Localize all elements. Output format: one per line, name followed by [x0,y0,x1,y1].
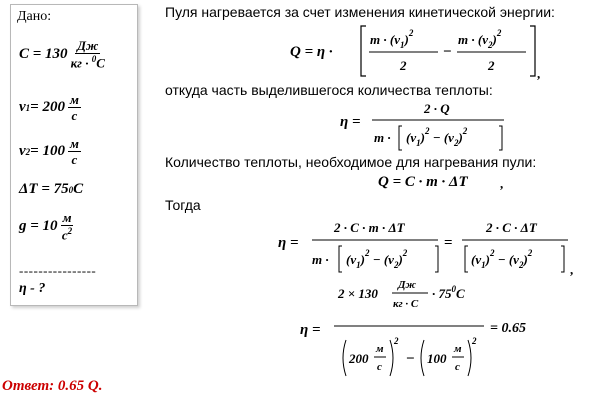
eq4-den1-a: m · [312,252,329,267]
eq1-term1-den: 2 [400,58,407,73]
given-c-unit-den [71,54,105,69]
given-v1-unit-num: м [69,92,79,107]
eq4-equals: = [444,235,453,251]
eq1-term2-num: $m \cdot (v_2)^2$ [458,28,502,50]
eq5-den-minus: − [406,351,415,367]
given-find: η - ? [19,281,46,296]
eq4-den1-left-bracket [339,246,342,272]
eq5-den-paren1-left [343,340,346,376]
eq5-num-unit-den: кг · C [393,298,419,310]
solution-line-1: Пуля нагревается за счет изменения кинетической энергии: [165,4,555,20]
eq3-text: Q = C · m · ΔT [378,174,468,190]
given-v2-symbol: v [19,143,26,159]
given-v2-unit [68,137,81,166]
answer-text: Ответ: 0.65 Q. [2,378,103,394]
eq1-left-bracket [361,26,366,76]
eq1-term2-den: 2 [488,58,495,73]
given-v1-sub: 1 [25,102,31,113]
eq3-trail: , [500,176,504,191]
eq4-trail: , [570,262,574,277]
solution-line-4: Тогда [165,197,201,213]
given-c [19,39,105,69]
eq1-right-bracket [530,26,535,76]
given-c-unit [71,39,105,69]
eq4-num2: 2 · C · ΔT [486,220,537,235]
given-g-unit [61,211,74,241]
eq5-num-a: 2 × 130 [338,286,378,301]
eq1-trail: , [537,66,541,81]
equation-efficiency-numeric [300,276,590,384]
eq4-den1-expr: $(v_1)^2 - (v_2)^2$ [346,248,408,270]
given-v1-unit-den: с [71,108,78,123]
given-separator: ---------------- [19,263,97,278]
given-header: Дано: [17,9,52,24]
eq5-den-a: 200 [349,351,369,366]
given-panel [10,4,138,306]
given-dt-sup: 0 [68,184,74,195]
given-dt [19,181,83,198]
eq5-den-paren2-right [468,340,471,376]
given-g-unit-den-sup: 2 [67,226,73,236]
equation-heat-energy [290,20,550,82]
eq4-den2-right-bracket [561,246,564,272]
eq5-den-paren1-right [390,340,393,376]
given-v2-unit-den: с [71,152,78,167]
eq4-den2-expr: $(v_1)^2 - (v_2)^2$ [471,248,533,270]
eq5-den-paren2-left [421,340,424,376]
given-v1-unit [68,93,81,122]
eq2-den-left-bracket [399,126,402,150]
eq1-term1-num: $m \cdot (v_1)^2$ [370,28,414,50]
given-c-unit-den-text: кг · [70,55,92,71]
eq5-result: = 0.65 [490,321,526,336]
eq5-den-sup1: 2 [394,336,399,346]
given-g-unit-den-text: с [61,227,68,243]
given-c-unit-den-c: C [96,55,105,71]
eq5-den-b: 100 [427,351,447,366]
eq5-num-unit-num: Дж [398,279,416,291]
given-g-unit-den [62,226,72,241]
eq5-lhs: η = [300,322,321,338]
given-v2-sub: 2 [25,146,31,157]
given-v2-value: = 100 [30,143,65,159]
eq5-den-unit2-num: м [454,343,462,355]
eq2-num: 2 · Q [424,101,450,116]
given-dt-value: ΔT = 75 [19,181,69,197]
eq4-den1-right-bracket [435,246,438,272]
solution-line-3: Количество теплоты, необходимое для нагревания пули: [165,154,537,170]
equation-efficiency-expanded [278,214,588,278]
eq4-den2-left-bracket [465,246,468,272]
given-v2 [19,137,81,166]
given-dt-unit: C [73,181,84,197]
given-g-unit-num: м [62,210,72,225]
given-g-value: g = 10 [19,217,58,234]
solution-line-2: откуда часть выделившегося количества теплоты: [165,82,493,98]
equation-efficiency [340,98,520,154]
eq5-den-unit2-den: с [455,361,460,373]
given-c-value: C = 130 [19,45,68,62]
given-c-unit-num: Дж [77,38,99,53]
given-v1-symbol: v [19,99,26,115]
given-v1-value: = 200 [30,99,65,115]
eq1-minus: − [443,44,452,60]
given-c-unit-den-sup: 0 [91,54,97,64]
eq4-num1: 2 · C · m · ΔT [334,220,405,235]
eq5-num-b: · $75^0C$ [432,284,465,301]
eq5-den-unit1-den: с [377,361,382,373]
eq2-den-b: $(v_1)^2 - (v_2)^2$ [406,126,468,148]
given-v2-unit-num: м [69,136,79,151]
eq2-den-a: m · [374,130,391,145]
eq2-lhs: η = [340,114,361,130]
eq4-lhs: η = [278,235,299,251]
given-v1 [19,93,81,122]
equation-heat [378,170,508,192]
eq2-den-right-bracket [499,126,502,150]
eq5-den-sup2: 2 [472,336,477,346]
eq5-den-unit1-num: м [376,343,384,355]
eq1-lhs: Q = η · [290,44,333,60]
given-g [19,211,73,241]
